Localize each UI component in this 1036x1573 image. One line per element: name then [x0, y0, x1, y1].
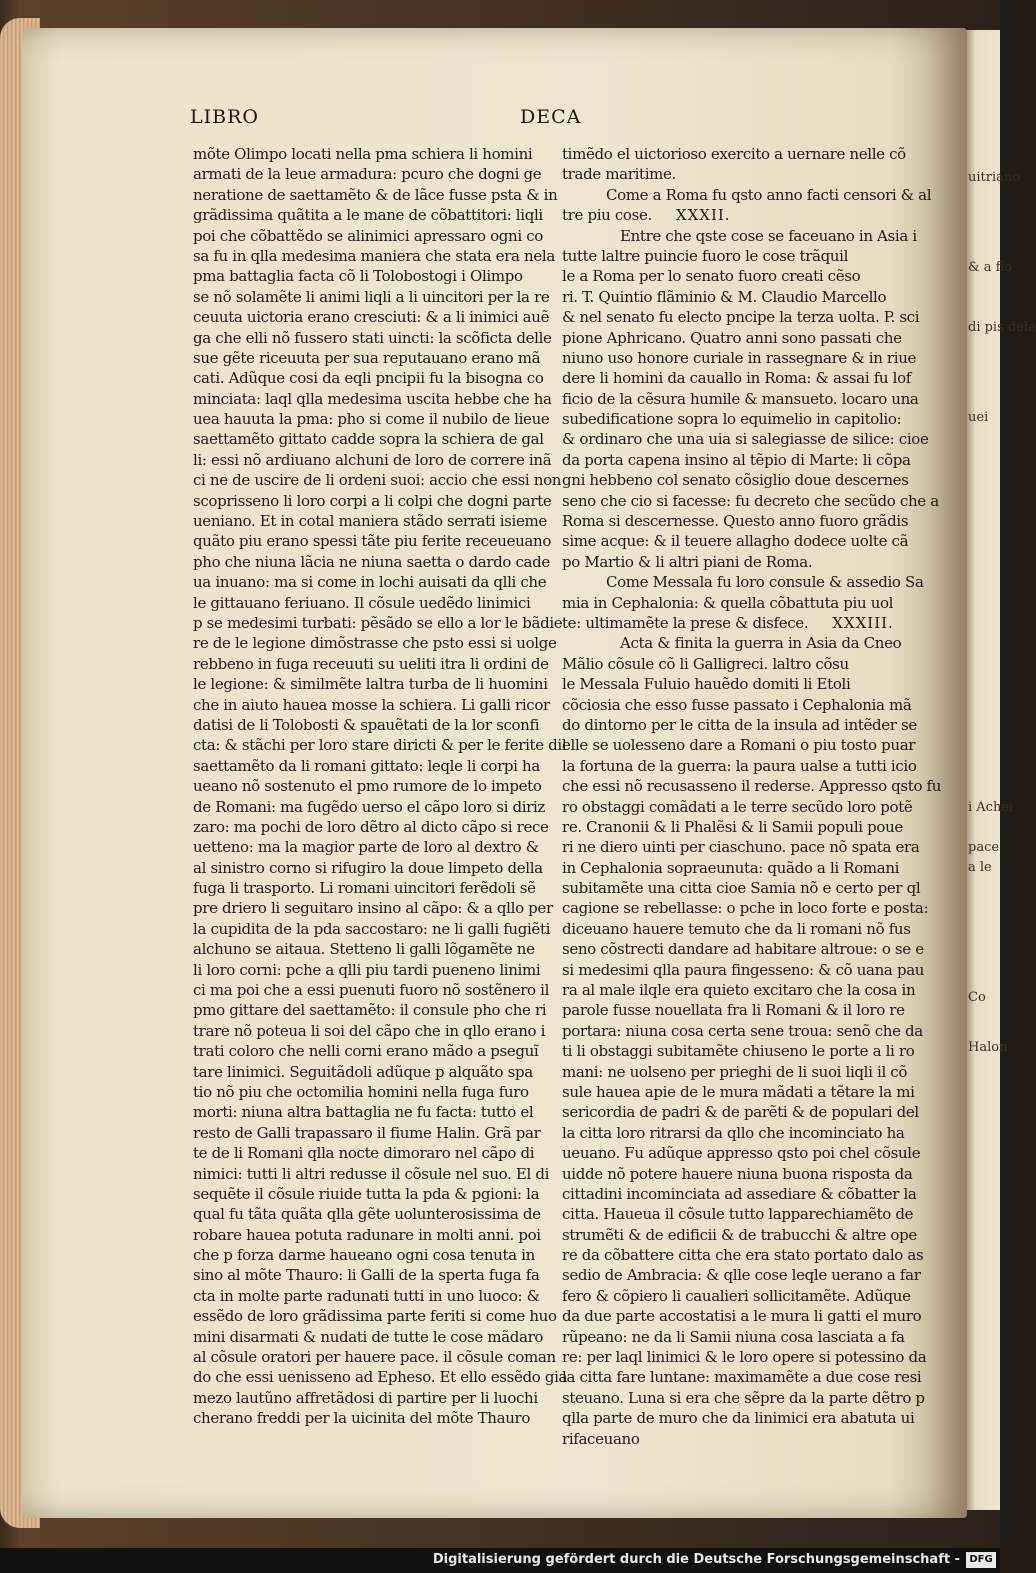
running-header-right: DECA — [520, 106, 582, 128]
right-column-line: ficio de la cẽsura humile & mansueto. locaro una — [562, 389, 919, 408]
facing-page-fragment: uitriano — [968, 170, 1021, 185]
right-column-line: ro obstaggi comãdati a le terre secũdo loro potẽ — [562, 797, 913, 816]
left-column-line: fuga li trasporto. Li romani uincitori ferẽdoli sẽ — [193, 879, 536, 898]
left-column-line: mini disarmati & nudati de tutte le cose mãdaro — [193, 1327, 544, 1346]
right-column-line: cõciosia che esso fusse passato i Cephalonia mã — [562, 695, 912, 714]
right-column-line: steuano. Luna si era che sẽpre da la parte dẽtro p — [562, 1388, 925, 1407]
right-column-line: seno che cio si facesse: fu decreto che secũdo che a — [562, 491, 939, 510]
right-column-line: re: per laql linimici & le loro opere si potessino da — [562, 1348, 927, 1367]
left-column-line: saettamẽto da li romani gittato: leqle li corpi ha — [193, 756, 540, 775]
right-column-line: la citta fare luntane: maximamẽte a due cose resi — [562, 1368, 922, 1387]
left-column-line: mezo lautũno affretãdosi di partire per li luochi — [193, 1388, 538, 1407]
left-column-line: p se medesimi turbati: pẽsãdo se ello a lor le bãdie — [193, 613, 563, 632]
left-column-line: pre driero li seguitaro insino al cãpo: & a qllo per — [193, 899, 553, 918]
left-column-line: cati. Adũque cosi da eqli pncipii fu la bisogna co — [193, 369, 544, 388]
left-column-line: armati de la leue armadura: pcuro che dogni ge — [193, 165, 542, 184]
right-column-line: le Messala Fuluio hauẽdo domiti li Etoli — [562, 675, 851, 694]
left-column-line: rebbeno in fuga receuuti su ueliti itra li ordini de — [193, 654, 549, 673]
left-column-line: mõte Olimpo locati nella pma schiera li homini — [193, 145, 533, 163]
facing-page-fragment: i Achei — [968, 800, 1014, 815]
left-column-line: robare hauea potuta radunare in molti anni. poi — [193, 1225, 541, 1244]
right-column-line: in Cephalonia sopraeunuta: quãdo a li Romani — [562, 858, 900, 877]
right-column-line: elle se uolesseno dare a Romani o piu tosto puar — [562, 736, 916, 755]
left-column-line: uetteno: ma la magior parte de loro al dextro & — [193, 838, 539, 857]
left-column-line: poi che cõbattẽdo se alinimici apressaro ogni co — [193, 226, 543, 245]
left-column-line: essẽdo de loro grãdissima parte feriti si come huo — [193, 1307, 557, 1326]
right-column-line: do dintorno per le citta de la insula ad intẽder se — [562, 715, 917, 734]
left-column-line: cta in molte parte radunati tutti in uno luoco: & — [193, 1286, 540, 1305]
right-column-line: re da cõbattere citta che era stato portato dalo as — [562, 1246, 924, 1265]
left-column-line: cta: & stãchi per loro stare diricti & per le ferite dil — [193, 736, 567, 755]
right-column-line: le a Roma per lo senato fuoro creati cẽso — [562, 267, 861, 286]
right-column-line: Mãlio cõsule cõ li Galligreci. laltro cõsu — [562, 654, 849, 673]
left-column-line: sa fu in qlla medesima maniera che stata era nela — [193, 246, 555, 265]
right-column-line: sedio de Ambracia: & qlle cose leqle uerano a far — [562, 1266, 921, 1285]
right-column-line-text: tre piu cose. — [562, 206, 652, 225]
left-column-line: sue gẽte riceuuta per sua reputauano erano mã — [193, 348, 541, 367]
left-column-line: ceuuta uictoria erano cresciuti: & a li inimici auẽ — [193, 308, 550, 327]
right-column-line: rũpeano: ne da li Samii niuna cosa lasciata a fa — [562, 1327, 905, 1346]
right-column-line: po Martio & li altri piani de Roma. — [562, 552, 813, 571]
left-column-line: la cupidita de la pda saccostaro: ne li galli fugiẽti — [193, 919, 551, 938]
right-column-line: citta. Haueua il cõsule tutto lapparechiamẽto de — [562, 1205, 914, 1224]
left-column-line: le legione: & similmẽte laltra turba de li huomini — [193, 675, 548, 694]
left-column-line: ua inuano: ma si come in lochi auisati da qlli che — [193, 573, 547, 592]
left-column-line: se nõ solamẽte li animi liqli a li uincitori per la re — [193, 287, 550, 306]
left-column-line: al cõsule oratori per hauere pace. il cõsule coman — [193, 1348, 556, 1367]
left-column-line: zaro: ma pochi de loro dẽtro al dicto cãpo si rece — [193, 817, 549, 836]
facing-page-strip — [962, 30, 1036, 1510]
facing-page-fragment: a le — [968, 860, 992, 875]
right-column-line: gni hebbeno col senato cõsiglio doue descernes — [562, 471, 909, 490]
left-column-line: scoprisseno li loro corpi a li colpi che dogni parte — [193, 491, 552, 510]
left-column-line: nimici: tutti li altri redusse il cõsule nel suo. El di — [193, 1164, 550, 1183]
left-column-line: grãdissima quãtita a le mane de cõbattitori: liqli — [193, 206, 543, 225]
left-column-line: che in aiuto hauea mosse la schiera. Li galli ricor — [193, 695, 550, 714]
right-column-line: dere li homini da cauallo in Roma: & assai fu lof — [562, 369, 911, 388]
left-column-line: cherano freddi per la uicinita del mõte Thauro — [193, 1409, 531, 1428]
right-column-line: Entre che qste cose se faceuano in Asia i — [620, 226, 917, 245]
left-column-line: ga che elli nõ fussero stati uincti: la scõficta delle — [193, 328, 552, 347]
left-column-line: ueano nõ sostenuto el pmo rumore de lo impeto — [193, 777, 542, 796]
left-column-line: sequẽte il cõsule riuide tutta la pda & pgioni: la — [193, 1184, 540, 1203]
right-column-line: niuno uso honore curiale in rassegnare & in riue — [562, 348, 917, 367]
right-column-line: rifaceuano — [562, 1429, 640, 1448]
right-column-line: che essi nõ recusasseno il rederse. Appresso qsto fu — [562, 777, 942, 796]
right-column-line — [562, 613, 924, 633]
right-column-line: Roma si descernesse. Questo anno fuoro grãdis — [562, 512, 909, 531]
right-column-line: cagione se rebellasse: o pche in loco forte e posta: — [562, 899, 929, 918]
right-column-line: Acta & finita la guerra in Asia da Cneo — [620, 634, 902, 653]
right-column-line: strumẽti & de edificii & de trabucchi & altre ope — [562, 1225, 917, 1244]
left-column-line: pho che niuna lãcia ne niuna saetta o dardo cade — [193, 552, 550, 571]
left-column-line: tio nõ piu che octomilia homini nella fuga furo — [193, 1082, 529, 1101]
left-column-line: saettamẽto gittato cadde sopra la schiera de gal — [193, 430, 544, 449]
right-column-line: sime acque: & il teuere allagho dodece uolte cã — [562, 532, 909, 551]
left-column-line: datisi de li Tolobosti & spauẽtati de la lor sconfi — [193, 715, 540, 734]
right-text-column — [562, 144, 942, 1449]
left-column-line: te de li Romani qlla nocte dimoraro nel cãpo di — [193, 1144, 535, 1163]
right-column-line: portara: niuna cosa certa sene troua: senõ che da — [562, 1021, 923, 1040]
left-column-line: ueniano. Et in cotal maniera stãdo serrati isieme — [193, 512, 547, 531]
left-column-line: morti: niuna altra battaglia ne fu facta: tutto el — [193, 1103, 534, 1122]
left-text-column — [193, 144, 568, 1429]
left-column-line: quãto piu erano spessi tãte piu ferite receueuano — [193, 532, 551, 551]
running-header-left: LIBRO — [190, 106, 259, 128]
facing-page-fragment: Halon — [968, 1040, 1008, 1055]
right-column-line: ri ne diero uinti per ciaschuno. pace nõ spata era — [562, 838, 920, 857]
facing-page-fragment: & a fio — [968, 260, 1013, 275]
chapter-number: XXXIII. — [832, 613, 894, 632]
right-column-line: ueuano. Fu adũque appresso qsto poi chel cõsule — [562, 1144, 921, 1163]
right-column-line: ti li obstaggi subitamẽte chiuseno le porte a li ro — [562, 1042, 915, 1061]
right-column-line: ri. T. Quintio flãminio & M. Claudio Marcello — [562, 287, 887, 306]
right-column-line: trade maritime. — [562, 165, 676, 184]
right-column-line: mani: ne uolseno per prieghi de li suoi liqli il cõ — [562, 1062, 908, 1081]
right-column-line: subedificatione sopra lo equimelio in capitolio: — [562, 410, 902, 429]
left-column-line: re de le legione dimõstrasse che psto essi si uolge — [193, 634, 557, 653]
left-column-line: al sinistro corno si rifugiro la doue limpeto della — [193, 858, 543, 877]
right-column-line: ra al male ilqle era quieto excitaro che la cosa in — [562, 981, 916, 1000]
footer-bar — [0, 1548, 1000, 1573]
right-column-line: diceuano hauere temuto che da li romani nõ fus — [562, 919, 911, 938]
left-column-line: de Romani: ma fugẽdo uerso el cãpo loro si diriz — [193, 797, 545, 816]
left-column-line: do che essi uenisseno ad Epheso. Et ello essẽdo gia — [193, 1368, 568, 1387]
right-column-line: & ordinaro che una uia si salegiasse de silice: cioe — [562, 430, 929, 449]
dfg-logo-icon: DFG — [966, 1552, 996, 1568]
right-column-line: da porta capena insino al tẽpio di Marte: li cõpa — [562, 450, 911, 469]
left-column-line: che p forza darme haueano ogni cosa tenuta in — [193, 1246, 535, 1265]
facing-page-fragment: di pis dele — [968, 320, 1036, 335]
left-column-line: ci ma poi che a essi puenuti fuoro nõ sostẽnero il — [193, 981, 550, 1000]
right-column-line: subitamẽte una citta cioe Samia nõ e certo per ql — [562, 879, 921, 898]
right-column-line: qlla parte de muro che da linimici era abatuta ui — [562, 1409, 915, 1428]
right-column-line: si medesimi qlla paura fingesseno: & cõ uana pau — [562, 960, 925, 979]
right-column-line: timẽdo el uictorioso exercito a uernare nelle cõ — [562, 145, 906, 163]
funding-credit: Digitalisierung gefördert durch die Deutsche Forschungsgemeinschaft - — [432, 1552, 960, 1567]
left-column-line: sino al mõte Thauro: li Galli de la sperta fuga fa — [193, 1266, 540, 1285]
right-column-line: pione Aphricano. Quatro anni sono passati che — [562, 328, 902, 347]
left-column-line: minciata: laql qlla medesima uscita hebbe che ha — [193, 389, 552, 408]
right-column-line: tutte laltre puincie fuoro le cose trãquil — [562, 246, 849, 265]
left-column-line: uea hauuta la pma: pho si come il nubilo de lieue — [193, 410, 550, 429]
left-column-line: trati coloro che nelli corni erano mãdo a pseguĩ — [193, 1042, 539, 1061]
right-column-line: fero & cõpiero li caualieri sollicitamẽte. Adũque — [562, 1286, 911, 1305]
facing-page-fragment: uei — [968, 410, 989, 425]
left-column-line: tare linimici. Seguitãdoli adũque p alquãto spa — [193, 1062, 533, 1081]
right-column-line: parole fusse nouellata fra li Romani & il loro re — [562, 1001, 905, 1020]
right-column-line: sericordia de padri & de parẽti & de populari del — [562, 1103, 919, 1122]
left-column-line: li loro corni: pche a qlli piu tardi pueneno linimi — [193, 960, 541, 979]
facing-page-fragment: Co — [968, 990, 986, 1005]
left-column-line: pma battaglia facta cõ li Tolobostogi i Olimpo — [193, 267, 523, 286]
right-column-line-text: te: ultimamẽte la prese & disfece. — [562, 613, 809, 632]
right-column-line: la citta loro ritrarsi da qllo che incominciato ha — [562, 1123, 905, 1142]
right-column-line: re. Cranonii & li Phalẽsi & li Samii populi poue — [562, 817, 903, 836]
right-column-line: sule hauea apie de le mura mãdati a tẽtare la mi — [562, 1082, 915, 1101]
right-column-line: seno cõstrecti dandare ad habitare altroue: o se e — [562, 940, 924, 959]
right-column-line: la fortuna de la guerra: la paura ualse a tutti icio — [562, 756, 917, 775]
right-column-line: cittadini incominciata ad assediare & cõbatter la — [562, 1184, 917, 1203]
left-column-line: resto de Galli trapassaro il fiume Halin. Grã par — [193, 1123, 541, 1142]
left-column-line: ci ne de uscire de li ordeni suoi: accio che essi non — [193, 471, 562, 490]
right-column-line — [562, 205, 924, 225]
left-column-line: qual fu tãta quãta qlla gẽte uolunterosissima de — [193, 1205, 541, 1224]
right-column-line: mia in Cephalonia: & quella cõbattuta piu uol — [562, 593, 894, 612]
right-column-line: Come a Roma fu qsto anno facti censori & al — [606, 185, 932, 204]
chapter-number: XXXII. — [675, 206, 731, 225]
left-column-line: li: essi nõ ardiuano alchuni de loro de correre inã — [193, 450, 552, 469]
right-column-line: uidde nõ potere hauere niuna buona risposta da — [562, 1164, 913, 1183]
right-column-line: da due parte accostatisi a le mura li gatti el muro — [562, 1307, 922, 1326]
left-column-line: trare nõ poteua li soi del cãpo che in qllo erano i — [193, 1021, 546, 1040]
left-column-line: neratione de saettamẽto & de lãce fusse psta & in — [193, 185, 558, 204]
right-column-line: Come Messala fu loro consule & assedio Sa — [606, 573, 924, 592]
left-column-line: pmo gittare del saettamẽto: il consule pho che ri — [193, 1001, 547, 1020]
left-column-line: le gittauano feriuano. Il cõsule uedẽdo linimici — [193, 593, 531, 612]
facing-page-fragment: pace — [968, 840, 1000, 855]
left-column-line: alchuno se aitaua. Stetteno li galli lõgamẽte ne — [193, 940, 535, 959]
right-column-line: & nel senato fu electo pncipe la terza uolta. P. sci — [562, 308, 920, 327]
